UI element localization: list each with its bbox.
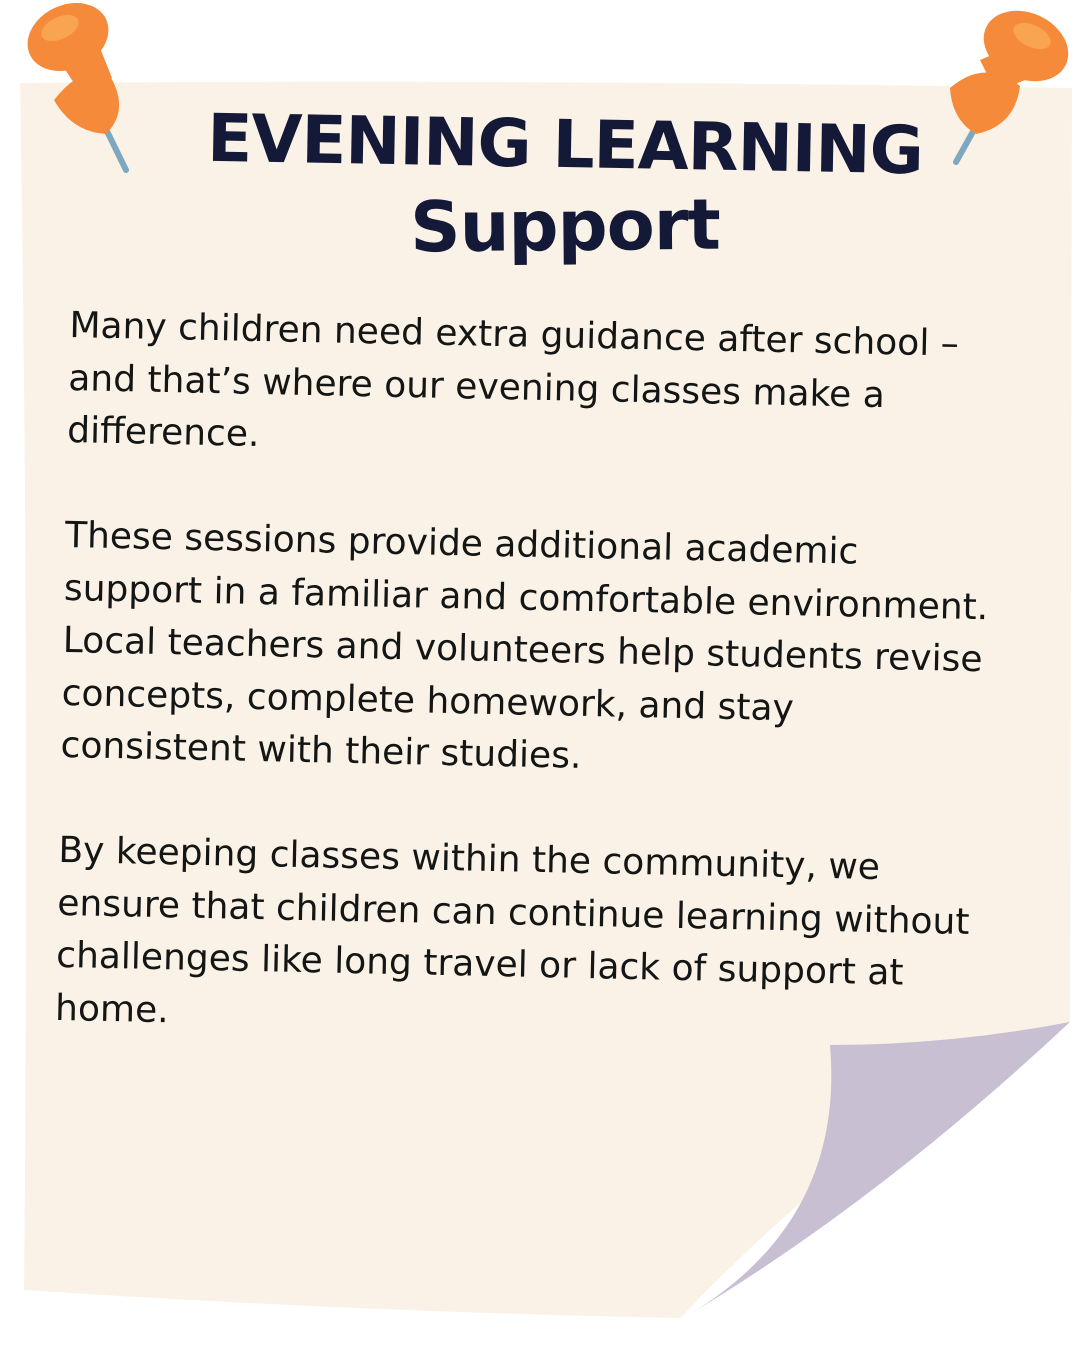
paragraph-sessions: These sessions provide additional academic support in a familiar and comfortable environment. Local teachers and volunteers help students revise concepts, complete homework, and stay consistent with their studies. — [60, 514, 989, 777]
page-subtitle: Support — [409, 183, 721, 269]
page-title: EVENING LEARNING — [206, 99, 924, 190]
paragraph-intro: Many children need extra guidance after school – and that’s where our evening classes make a difference. — [66, 304, 960, 455]
body-text — [55, 300, 995, 1054]
paragraph-community: By keeping classes within the community, we ensure that children can continue learning without challenges like long travel or lack of support at home. — [54, 829, 970, 1031]
